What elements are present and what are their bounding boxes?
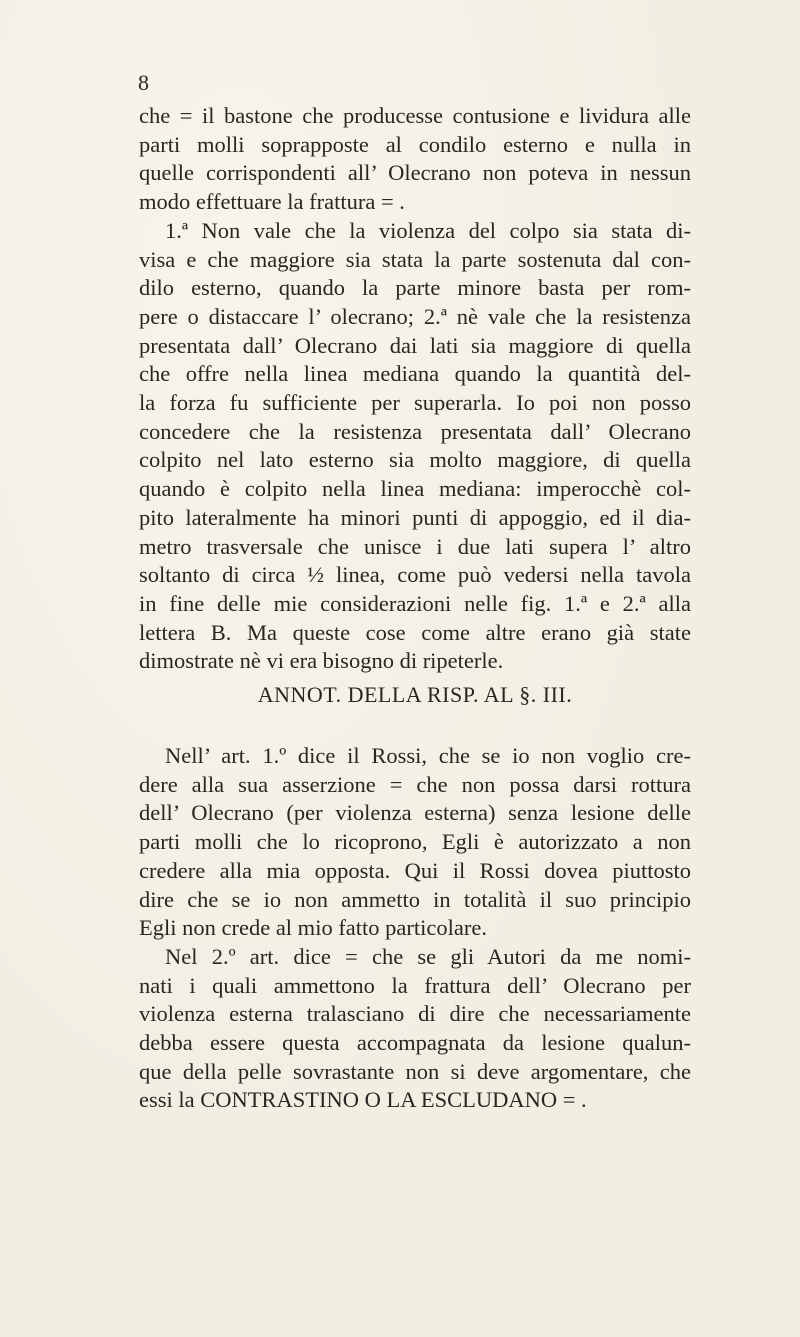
text-line: parti molli che lo ricoprono, Egli è autorizzato a non <box>139 829 691 855</box>
text-line: debba essere questa accompagnata da lesione qualun- <box>139 1030 691 1056</box>
text-line: Egli non crede al mio fatto particolare. <box>139 915 487 941</box>
text-line: visa e che maggiore sia stata la parte sostenuta dal con- <box>139 246 691 272</box>
text-line: nati i quali ammettono la frattura dell’ Olecrano per <box>139 972 691 998</box>
text-line: 1.ª Non vale che la violenza del colpo sia stata di- <box>165 217 691 243</box>
paragraph-continued <box>139 102 691 676</box>
text-line: concedere che la resistenza presentata dall’ Olecrano <box>139 418 691 444</box>
text-line: violenza esterna tralasciano di dire che necessariamente <box>139 1001 691 1027</box>
text-line: colpito nel lato esterno sia molto maggiore, di quella <box>139 447 691 473</box>
text-line: in fine delle mie considerazioni nelle fig. 1.ª e 2.ª alla <box>139 590 691 616</box>
text-line: Nell’ art. 1.º dice il Rossi, che se io non voglio cre- <box>165 743 691 768</box>
text-line: parti molli soprapposte al condilo esterno e nulla in <box>139 131 691 157</box>
text-line: che = il bastone che producesse contusione e lividura alle <box>139 103 691 128</box>
paragraph-annotations <box>139 742 691 1115</box>
text-line: presentata dall’ Olecrano dai lati sia maggiore di quella <box>139 332 691 358</box>
text-line: dimostrate nè vi era bisogno di ripeterle. <box>139 648 504 674</box>
text-line: essi la CONTRASTINO O LA ESCLUDANO = . <box>139 1087 587 1113</box>
text-line: quelle corrispondenti all’ Olecrano non poteva in nessun <box>139 160 691 186</box>
text-line: dell’ Olecrano (per violenza esterna) senza lesione delle <box>139 800 691 826</box>
text-line: pito lateralmente ha minori punti di appoggio, ed il dia- <box>139 504 691 530</box>
text-line: soltanto di circa ½ linea, come può vedersi nella tavola <box>139 562 691 588</box>
section-heading: ANNOT. DELLA RISP. AL §. III. <box>257 682 573 707</box>
text-line: dere alla sua asserzione = che non possa darsi rottura <box>139 771 691 797</box>
text-line: dilo esterno, quando la parte minore basta per rom- <box>139 275 691 301</box>
text-line: che offre nella linea mediana quando la quantità del- <box>139 361 691 387</box>
text-line: la forza fu sufficiente per superarla. Io poi non posso <box>139 390 691 416</box>
text-line: pere o distaccare l’ olecrano; 2.ª nè vale che la resistenza <box>139 303 691 329</box>
text-line: metro trasversale che unisce i due lati supera l’ altro <box>139 533 691 559</box>
text-line: modo effettuare la frattura = . <box>139 189 405 215</box>
text-line: dire che se io non ammetto in totalità il suo principio <box>139 886 691 912</box>
text-line: lettera B. Ma queste cose come altre erano già state <box>139 619 691 645</box>
text-line: Nel 2.º art. dice = che se gli Autori da me nomi- <box>165 943 691 969</box>
text-line: credere alla mia opposta. Qui il Rossi dovea piuttosto <box>139 857 691 883</box>
text-line: que della pelle sovrastante non si deve argomentare, che <box>139 1058 691 1084</box>
page-number: 8 <box>138 70 149 95</box>
text-line: quando è colpito nella linea mediana: imperocchè col- <box>139 476 691 502</box>
